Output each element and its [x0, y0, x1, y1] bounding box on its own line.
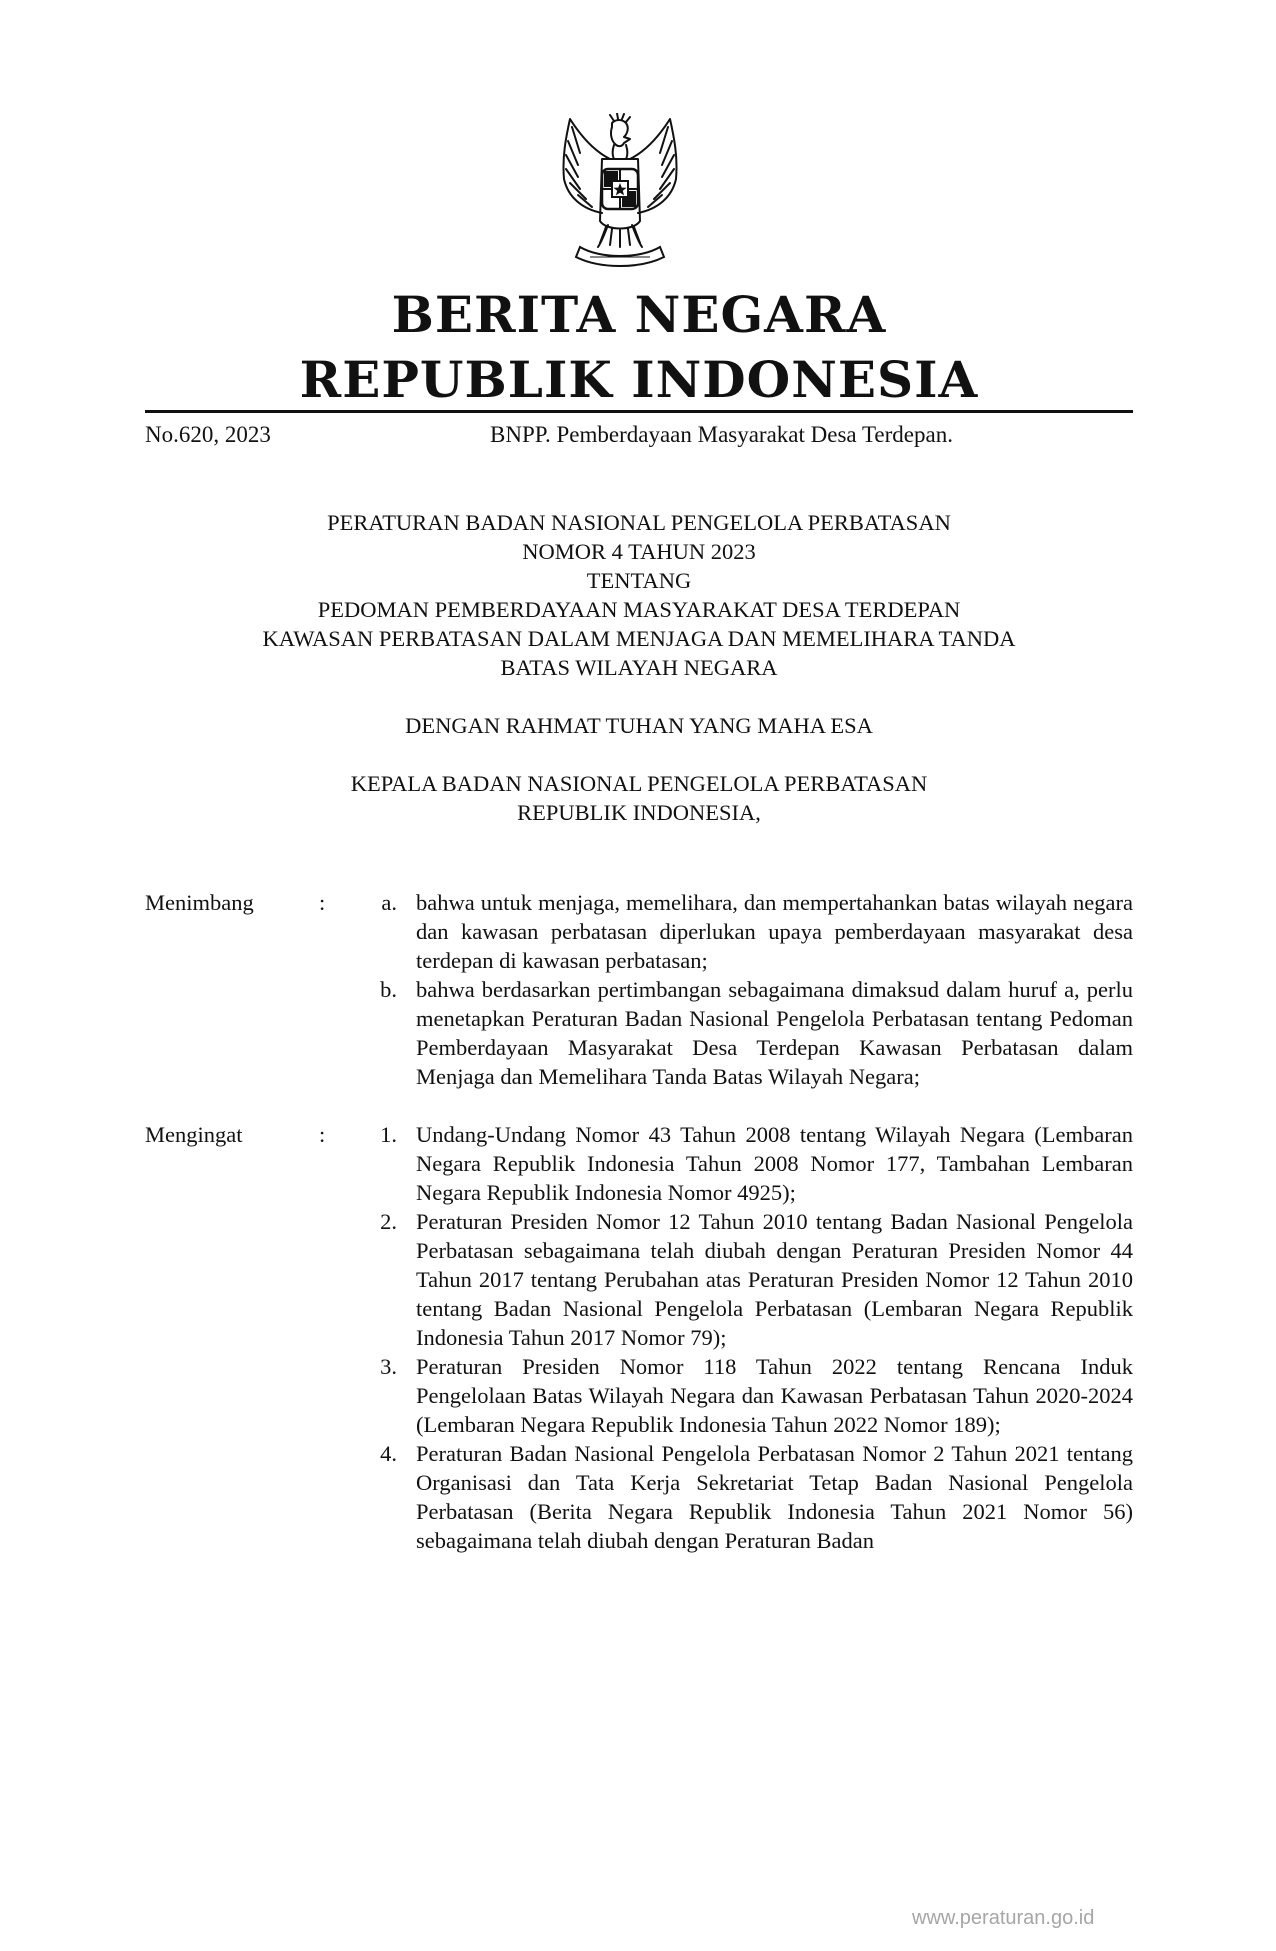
item-marker: b. [380, 977, 397, 1002]
section-label: Menimbang [145, 890, 254, 915]
item-marker: 2. [380, 1209, 397, 1234]
invocation [145, 711, 1133, 740]
section-colon: : [319, 1122, 326, 1147]
garuda-emblem [540, 113, 700, 273]
title-line: NOMOR 4 TAHUN 2023 [522, 539, 756, 564]
item-marker: 3. [380, 1354, 397, 1379]
invocation-line: DENGAN RAHMAT TUHAN YANG MAHA ESA [405, 713, 873, 738]
list-item [349, 1439, 1133, 1555]
item-marker: a. [381, 890, 397, 915]
gazette-subject: BNPP. Pemberdayaan Masyarakat Desa Terdepan. [490, 422, 953, 447]
emblem-head [611, 120, 630, 146]
list-item [349, 1352, 1133, 1439]
list-item [349, 975, 1133, 1091]
emblem-right-feathers [648, 127, 674, 207]
section-mengingat [145, 1120, 1133, 1555]
item-text: Peraturan Presiden Nomor 12 Tahun 2010 tentang Badan Nasional Pengelola Perbatasan sebagaimana telah diubah dengan Peraturan Presiden Nomor 44 Tahun 2017 tentang Perubahan atas Peraturan Presiden Nomor 12 Tahun 2010 tentang Badan Nasional Pengelola Perbatasan (Lembaran Negara Republik Indonesia Tahun 2017 Nomor 79); [416, 1209, 1133, 1350]
item-text: Undang-Undang Nomor 43 Tahun 2008 tentang Wilayah Negara (Lembaran Negara Republik Indonesia Tahun 2008 Nomor 177, Tambahan Lembaran Negara Republik Indonesia Nomor 4925); [416, 1122, 1133, 1205]
source-url: www.peraturan.go.id [912, 1907, 1095, 1929]
section-colon: : [319, 890, 326, 915]
item-text: Peraturan Badan Nasional Pengelola Perbatasan Nomor 2 Tahun 2021 tentang Organisasi dan Tata Kerja Sekretariat Tetap Badan Nasional Pengelola Perbatasan (Berita Negara Republik Indonesia Tahun 2021 Nomor 56) sebagaimana telah diubah dengan Peraturan Badan [416, 1441, 1133, 1553]
item-list [349, 888, 1133, 1091]
item-text: bahwa untuk menjaga, memelihara, dan mempertahankan batas wilayah negara dan kawasan perbatasan diperlukan upaya pemberdayaan masyarakat desa terdepan di kawasan perbatasan; [416, 890, 1133, 973]
item-text: bahwa berdasarkan pertimbangan sebagaimana dimaksud dalam huruf a, perlu menetapkan Peraturan Badan Nasional Pengelola Perbatasan tentang Pedoman Pemberdayaan Masyarakat Desa Terdepan Kawasan Perbatasan dalam Menjaga dan Memelihara Tanda Batas Wilayah Negara; [416, 977, 1133, 1089]
gazette-number: No.620, 2023 [145, 422, 271, 447]
item-marker: 1. [380, 1122, 397, 1147]
title-line: KAWASAN PERBATASAN DALAM MENJAGA DAN MEMELIHARA TANDA [262, 626, 1016, 651]
masthead-title-line2: REPUBLIK INDONESIA [299, 350, 979, 409]
section-menimbang [145, 888, 1133, 1091]
title-line: TENTANG [586, 568, 692, 593]
regulation-title-block [145, 508, 1133, 827]
masthead-rule [145, 410, 1133, 413]
item-list [349, 1120, 1133, 1555]
title-line: PEDOMAN PEMBERDAYAAN MASYARAKAT DESA TERDEPAN [317, 597, 961, 622]
item-text: Peraturan Presiden Nomor 118 Tahun 2022 tentang Rencana Induk Pengelolaan Batas Wilayah Negara dan Kawasan Perbatasan Tahun 2020-2024 (Lembaran Negara Republik Indonesia Tahun 2022 Nomor 189); [416, 1354, 1133, 1437]
regulation-title [145, 508, 1133, 682]
section-label: Mengingat [145, 1122, 243, 1147]
issuing-official [145, 769, 1133, 827]
list-item [349, 1120, 1133, 1207]
emblem-left-feathers [566, 127, 592, 207]
official-line: REPUBLIK INDONESIA, [517, 800, 761, 825]
title-line: PERATURAN BADAN NASIONAL PENGELOLA PERBATASAN [327, 510, 951, 535]
list-item [349, 888, 1133, 975]
official-line: KEPALA BADAN NASIONAL PENGELOLA PERBATASAN [350, 771, 928, 796]
garuda-emblem-artwork [540, 113, 700, 273]
considerations-section [145, 888, 1133, 1555]
list-item [349, 1207, 1133, 1352]
masthead-title-line1: BERITA NEGARA [391, 285, 887, 344]
item-marker: 4. [380, 1441, 397, 1466]
title-line: BATAS WILAYAH NEGARA [500, 655, 778, 680]
emblem-shield [602, 169, 638, 209]
